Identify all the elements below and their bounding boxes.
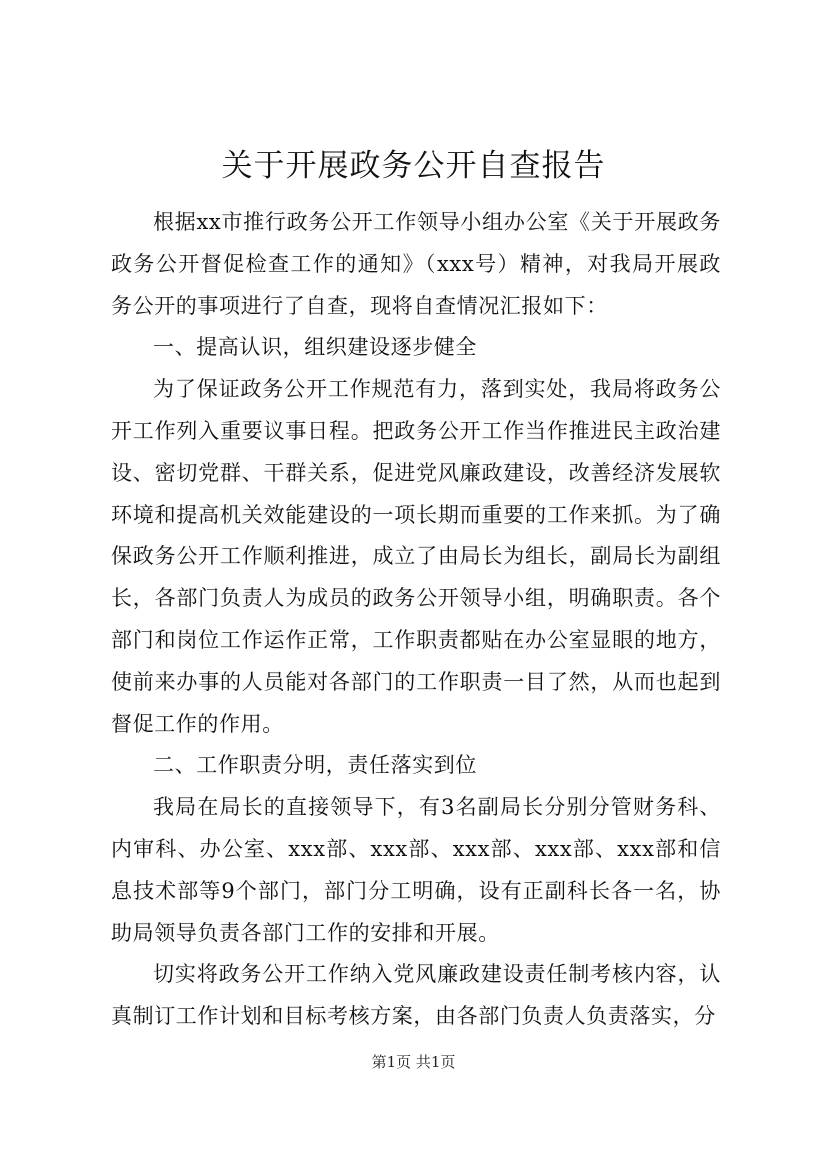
paragraph-section-1: 为了保证政务公开工作规范有力，落到实处，我局将政务公开工作列入重要议事日程。把政务公开工作当作推进民主政治建设、密切党群、干群关系，促进党风廉政建设，改善经济发展软环境和提高机关效能建设的一项长期而重要的工作来抓。为了确保政务公开工作顺利推进，成立了由局长为组长，副局长为副组长，各部门负责人为成员的政务公开领导小组，明确职责。各个部门和岗位工作运作正常，工作职责都贴在办公室显眼的地方，使前来办事的人员能对各部门的工作职责一目了然，从而也起到督促工作的作用。 bbox=[111, 377, 721, 736]
paragraph-intro: 根据xx市推行政务公开工作领导小组办公室《关于开展政务政务公开督促检查工作的通知》（xxx号）精神，对我局开展政务公开的事项进行了自查，现将自查情况汇报如下： bbox=[111, 210, 721, 318]
section-heading-2: 二、工作职责分明，责任落实到位 bbox=[153, 753, 477, 778]
paragraph-section-2: 我局在局长的直接领导下，有3名副局长分别分管财务科、内审科、办公室、xxx部、xxx部、xxx部、xxx部、xxx部和信息技术部等9个部门，部门分工明确，设有正副科长各一名，协助局领导负责各部门工作的安排和开展。 bbox=[111, 795, 721, 945]
document-body bbox=[111, 202, 721, 1038]
document-title: 关于开展政务公开自查报告 bbox=[221, 148, 606, 184]
page-footer: 第1页 共1页 bbox=[371, 1053, 456, 1071]
paragraph-section-2-continued: 切实将政务公开工作纳入党风廉政建设责任制考核内容，认真制订工作计划和目标考核方案，由各部门负责人负责落实，分 bbox=[111, 962, 721, 1029]
section-heading-1: 一、提高认识，组织建设逐步健全 bbox=[153, 335, 477, 360]
